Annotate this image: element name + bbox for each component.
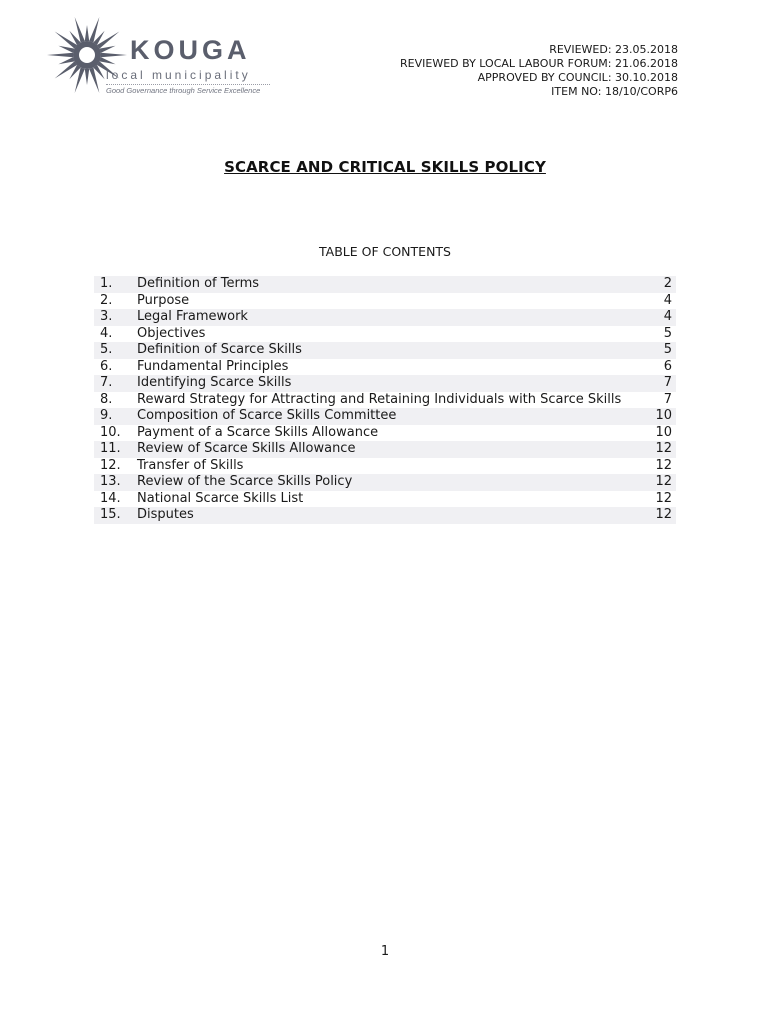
toc-entry[interactable] [94, 392, 676, 409]
labour-forum-date: REVIEWED BY LOCAL LABOUR FORUM: 21.06.2018 [400, 57, 678, 70]
table-of-contents [94, 276, 676, 524]
logo-ray [99, 46, 115, 53]
toc-entry-label: Reward Strategy for Attracting and Retaining Individuals with Scarce Skills [137, 391, 622, 407]
toc-entry-label: Objectives [137, 325, 206, 341]
toc-entry-label: Fundamental Principles [137, 358, 289, 374]
toc-entry-number: 15. [100, 507, 121, 522]
logo-center-hole [79, 47, 95, 63]
toc-entry-label: Definition of Terms [137, 276, 260, 291]
review-info [400, 43, 678, 99]
toc-entry-number: 9. [100, 408, 113, 423]
toc-entry-number: 2. [100, 292, 113, 308]
document-title: SCARCE AND CRITICAL SKILLS POLICY [224, 158, 546, 176]
logo-divider [106, 84, 270, 85]
logo-ray [99, 57, 115, 64]
toc-entry-number: 7. [100, 375, 113, 390]
toc-entry-label: Definition of Scarce Skills [137, 342, 302, 357]
toc-entry-label: Legal Framework [137, 309, 248, 324]
toc-entry-page: 2 [663, 276, 672, 291]
logo-ray [47, 53, 73, 57]
toc-entry-number: 3. [100, 309, 113, 324]
toc-entry[interactable] [94, 507, 676, 524]
toc-entry[interactable] [94, 326, 676, 343]
toc-entry-number: 1. [100, 276, 113, 291]
toc-entry[interactable] [94, 441, 676, 458]
toc-entry-number: 13. [100, 474, 121, 489]
toc-entry[interactable] [94, 276, 676, 293]
toc-entry-label: Review of Scarce Skills Allowance [137, 441, 356, 456]
toc-entry-page: 12 [655, 457, 672, 473]
toc-entry-number: 11. [100, 441, 121, 456]
logo-name: KOUGA [130, 35, 251, 65]
toc-entry-page: 5 [663, 342, 672, 357]
logo-ray [85, 69, 89, 85]
logo-ray [85, 25, 89, 41]
toc-entry-number: 6. [100, 358, 113, 374]
logo-ray [58, 57, 74, 64]
municipality-logo [44, 12, 284, 98]
toc-entry-number: 12. [100, 457, 121, 473]
toc-entry[interactable] [94, 309, 676, 326]
toc-entry[interactable] [94, 375, 676, 392]
toc-entry[interactable] [94, 342, 676, 359]
logo-ray [55, 31, 77, 48]
toc-entry-label: Disputes [137, 507, 194, 522]
logo-ray [101, 53, 127, 57]
logo-tagline: Good Governance through Service Excellence [106, 86, 261, 95]
reviewed-date: REVIEWED: 23.05.2018 [549, 43, 678, 56]
toc-entry-label: Composition of Scarce Skills Committee [137, 408, 397, 423]
item-number: ITEM NO: 18/10/CORP6 [551, 85, 678, 98]
toc-entry[interactable] [94, 491, 676, 508]
toc-entry-number: 10. [100, 424, 121, 440]
page-number: 1 [380, 944, 390, 959]
toc-entry-page: 10 [655, 424, 672, 440]
toc-entry[interactable] [94, 425, 676, 442]
toc-entry-page: 12 [655, 507, 672, 522]
toc-entry-label: Transfer of Skills [137, 457, 244, 473]
toc-entry-label: Review of the Scarce Skills Policy [137, 474, 353, 489]
toc-entry-number: 4. [100, 325, 113, 341]
logo-ray [58, 46, 74, 53]
toc-entry-number: 5. [100, 342, 113, 357]
toc-entry[interactable] [94, 359, 676, 376]
toc-entry-page: 10 [655, 408, 672, 423]
toc-entry-page: 5 [663, 325, 672, 341]
logo-ray [55, 61, 77, 78]
logo-ray [97, 31, 119, 48]
toc-entry-label: Purpose [137, 292, 190, 308]
toc-entry[interactable] [94, 474, 676, 491]
toc-entry-page: 12 [655, 490, 672, 506]
toc-entry-page: 6 [663, 358, 672, 374]
toc-entry-number: 8. [100, 391, 113, 407]
toc-entry-page: 7 [663, 375, 672, 390]
toc-entry-label: Payment of a Scarce Skills Allowance [137, 424, 379, 440]
toc-entry-page: 4 [663, 292, 672, 308]
council-approval-date: APPROVED BY COUNCIL: 30.10.2018 [477, 71, 678, 84]
logo-subtitle: local municipality [106, 68, 251, 82]
toc-entry[interactable] [94, 293, 676, 310]
toc-entry-page: 7 [663, 391, 672, 407]
toc-entry-page: 12 [655, 441, 672, 456]
toc-entry[interactable] [94, 408, 676, 425]
toc-entry-page: 4 [663, 309, 672, 324]
toc-entry-page: 12 [655, 474, 672, 489]
toc-entry[interactable] [94, 458, 676, 475]
toc-entry-number: 14. [100, 490, 121, 506]
toc-entry-label: National Scarce Skills List [137, 490, 304, 506]
toc-heading: TABLE OF CONTENTS [318, 244, 451, 259]
toc-entry-label: Identifying Scarce Skills [137, 375, 292, 390]
